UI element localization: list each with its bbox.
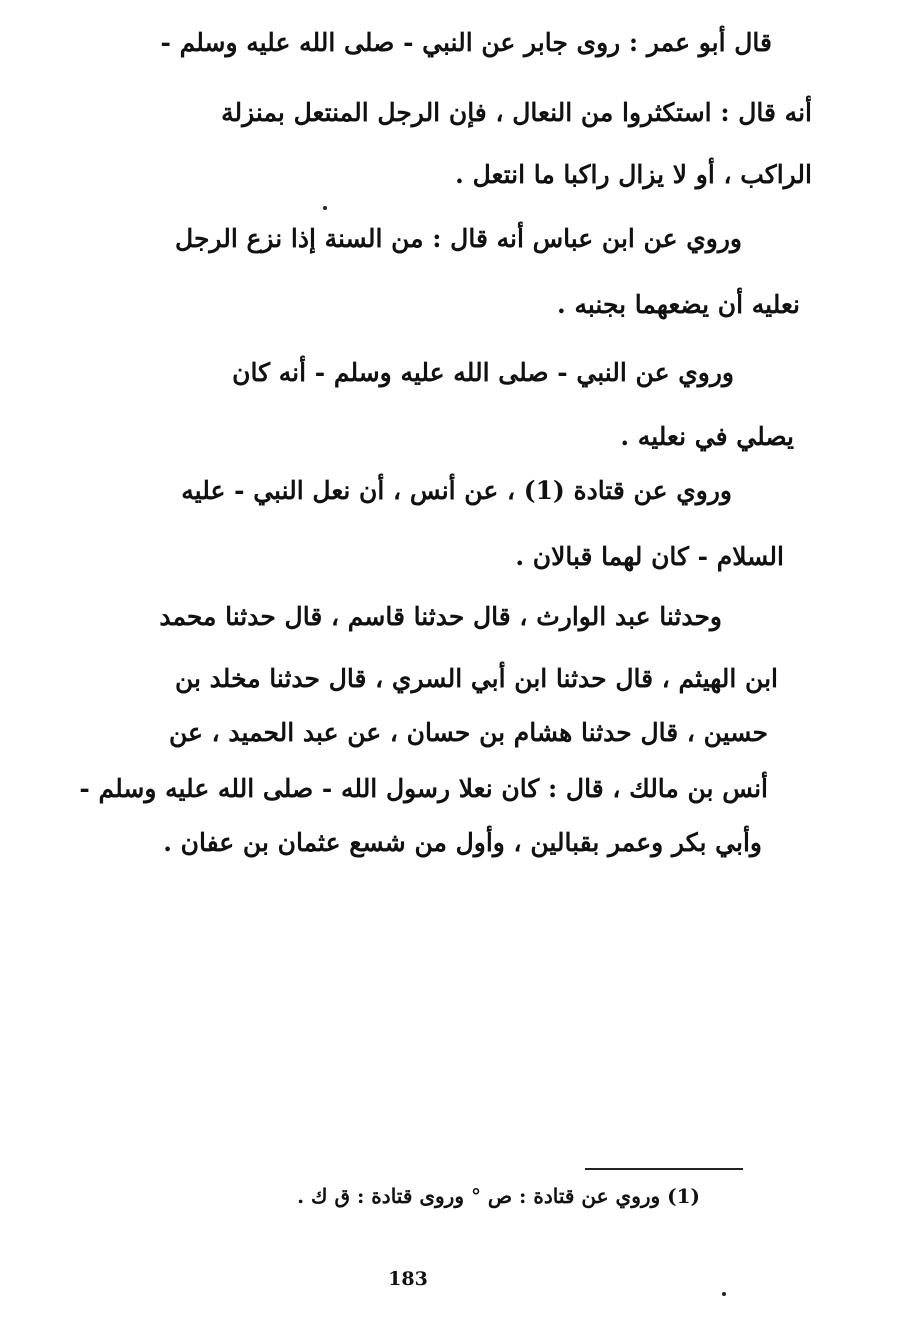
text-line: الراكب ، أو لا يزال راكبا ما انتعل . [455,160,812,189]
text-line: وروي عن قتادة (1) ، عن أنس ، أن نعل النبي - عليه [181,476,732,505]
text-line: نعليه أن يضعهما بجنبه . [557,290,800,319]
footnote: (1) وروي عن قتادة : ص ° وروى قتادة : ق ك . [297,1184,700,1208]
text-line: قال أبو عمر : روى جابر عن النبي - صلى الله عليه وسلم - [160,28,772,57]
text-line: ابن الهيثم ، قال حدثنا ابن أبي السري ، قال حدثنا مخلد بن [174,664,778,693]
scan-speck [323,206,327,210]
text-line: السلام - كان لهما قبالان . [515,542,784,571]
page-number: 183 [388,1268,428,1290]
text-line: وأبي بكر وعمر بقبالين ، وأول من شسع عثمان بن عفان . [163,828,762,857]
text-line: وروي عن ابن عباس أنه قال : من السنة إذا نزع الرجل [175,224,742,253]
footnote-rule [585,1168,743,1170]
text-line: وحدثنا عبد الوارث ، قال حدثنا قاسم ، قال حدثنا محمد [159,602,722,631]
scan-speck [722,1292,726,1296]
text-line: أنه قال : استكثروا من النعال ، فإن الرجل المنتعل بمنزلة [221,98,812,127]
text-line: يصلي في نعليه . [620,422,794,451]
text-line: أنس بن مالك ، قال : كان نعلا رسول الله - صلى الله عليه وسلم - [79,774,768,803]
text-line: حسين ، قال حدثنا هشام بن حسان ، عن عبد الحميد ، عن [168,718,768,747]
text-line: وروي عن النبي - صلى الله عليه وسلم - أنه كان [232,358,734,387]
